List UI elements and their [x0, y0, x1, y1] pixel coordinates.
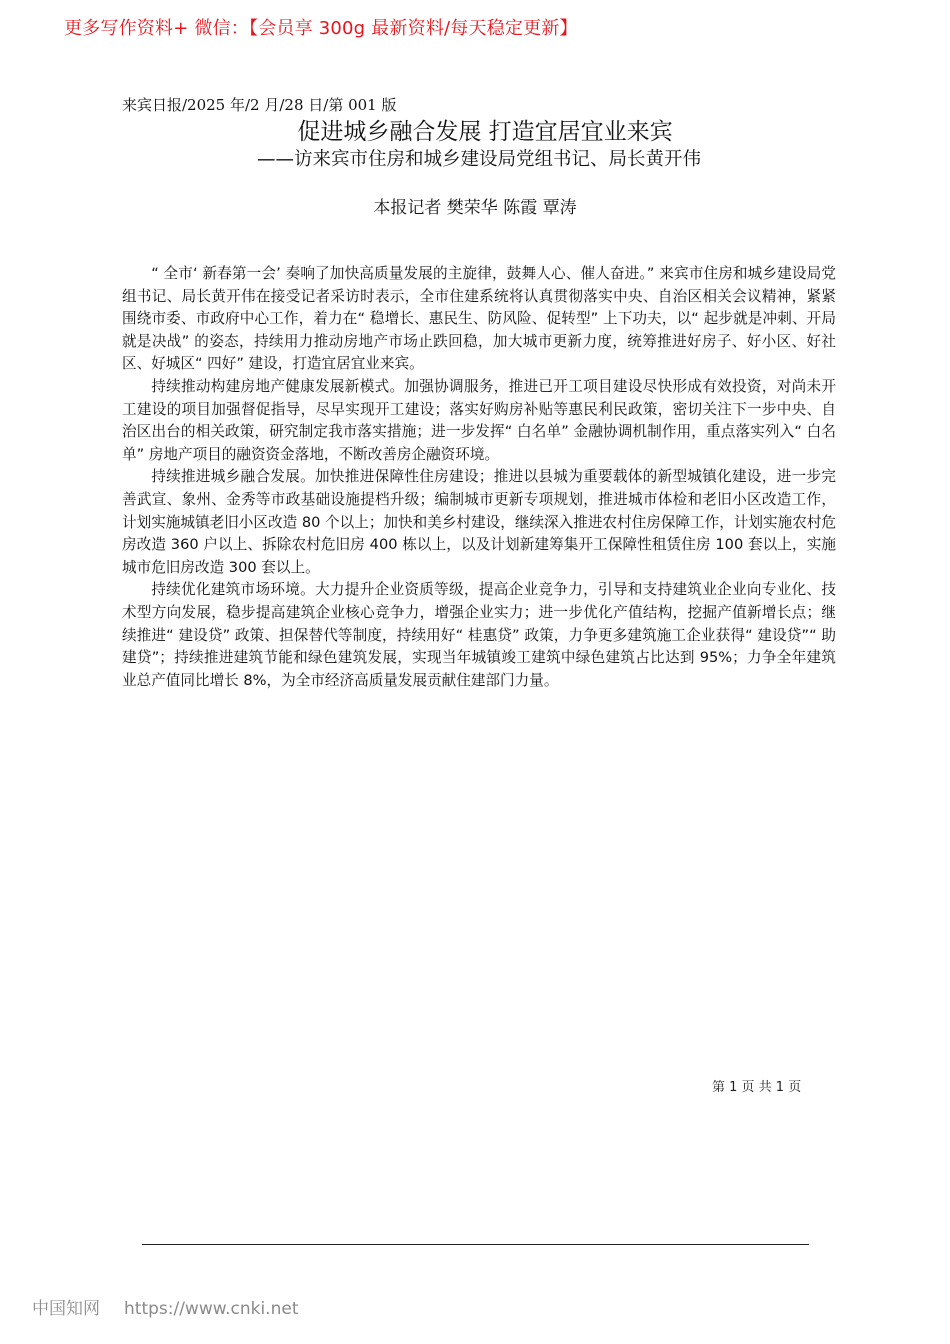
- promo-banner: 更多写作资料+ 微信：【会员享 300g 最新资料/每天稳定更新】: [64, 18, 578, 39]
- paragraph: 持续优化建筑市场环境。大力提升企业资质等级，提高企业竞争力，引导和支持建筑业企业向专业化、技术型方向发展，稳步提高建筑企业核心竞争力，增强企业实力；进一步优化产值结构，挖掘产值新增长点；继续推进“ 建设贷” 政策、担保替代等制度，持续用好“ 桂惠贷” 政策，力争更多建筑施工企业获得“ 建设贷”“ 助建贷”；持续推进建筑节能和绿色建筑发展，实现当年城镇竣工建筑中绿色建筑占比达到 95%；力争全年建筑业总产值同比增长 8%，为全市经济高质量发展贡献住建部门力量。: [122, 581, 836, 689]
- byline: 本报记者 樊荣华 陈霞 覃涛: [373, 198, 577, 218]
- article-title: 促进城乡融合发展 打造宜居宜业来宾: [297, 119, 673, 145]
- source-line: 来宾日报/2025 年/2 月/28 日/第 001 版: [122, 96, 397, 114]
- site-name: 中国知网: [32, 1299, 100, 1319]
- paragraph: “ 全市‘ 新春第一会’ 奏响了加快高质量发展的主旋律，鼓舞人心、催人奋进。” 来宾市住房和城乡建设局党组书记、局长黄开伟在接受记者采访时表示，全市住建系统将认真贯彻落实中央、自治区相关会议精神，紧紧围绕市委、市政府中心工作，着力在“ 稳增长、惠民生、防风险、促转型” 上下功夫，以“ 起步就是冲刺、开局就是决战” 的姿态，持续用力推动房地产市场止跌回稳，加大城市更新力度，统筹推进好房子、好小区、好社区、好城区“ 四好” 建设，打造宜居宜业来宾。: [122, 265, 836, 373]
- paragraph: 持续推进城乡融合发展。加快推进保障性住房建设；推进以县城为重要载体的新型城镇化建设，进一步完善武宣、象州、金秀等市政基础设施提档升级；编制城市更新专项规划，推进城市体检和老旧小区改造工作，计划实施城镇老旧小区改造 80 个以上；加快和美乡村建设，继续深入推进农村住房保障工作，计划实施农村危房改造 360 户以上、拆除农村危旧房 400 栋以上，以及计划新建筹集开工保障性租赁住房 100 套以上，实施城市危旧房改造 300 套以上。: [122, 468, 836, 576]
- article-body: [122, 263, 836, 692]
- paragraph: 持续推动构建房地产健康发展新模式。加强协调服务，推进已开工项目建设尽快形成有效投资，对尚未开工建设的项目加强督促指导，尽早实现开工建设；落实好购房补贴等惠民利民政策，密切关注下一步中央、自治区出台的相关政策，研究制定我市落实措施；进一步发挥“ 白名单” 金融协调机制作用，重点落实列入“ 白名单” 房地产项目的融资资金落地，不断改善房企融资环境。: [122, 377, 836, 463]
- footer-watermark: [32, 1294, 322, 1319]
- page-indicator: 第 1 页 共 1 页: [712, 1080, 802, 1095]
- footer-divider: [142, 1244, 809, 1245]
- site-url[interactable]: https://www.cnki.net: [124, 1299, 299, 1319]
- article-subtitle: ——访来宾市住房和城乡建设局党组书记、局长黄开伟: [256, 149, 701, 170]
